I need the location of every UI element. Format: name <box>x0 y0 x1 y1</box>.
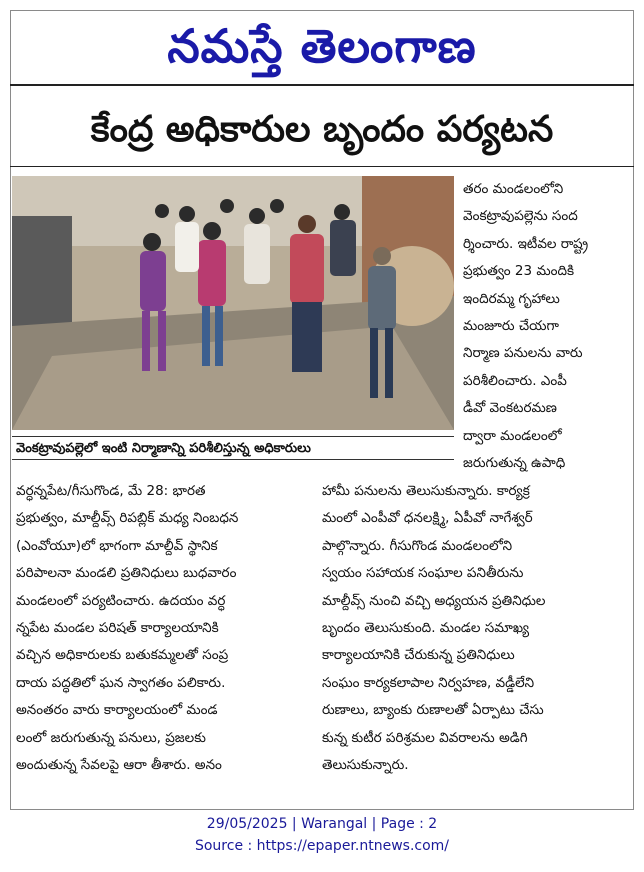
text-line: ఇందిరమ్మ గృహాలు <box>463 290 560 307</box>
text-line: వచ్చిన అధికారులకు బతుకమ్మలతో సంప్ర <box>16 647 229 664</box>
text-line: లంలో జరుగుతున్న పనులు, ప్రజలకు <box>16 729 206 746</box>
text-line: పాల్గొన్నారు. గీసుగొండ మండలంలోని <box>322 537 513 554</box>
text-line: వెంకట్రావుపల్లెను సంద <box>463 208 578 225</box>
text-line: రుణాలు, బ్యాంకు రుణాలతో ఏర్పాటు చేసు <box>322 702 544 719</box>
text-line: మంజూరు చేయగా <box>463 318 559 335</box>
text-line: ర్శించారు. ఇటీవల రాష్ట్ర <box>463 235 589 252</box>
footer-source: Source : https://epaper.ntnews.com/ <box>194 838 450 854</box>
headline-rule <box>10 166 634 167</box>
text-line: అందుతున్న సేవలపై ఆరా తీశారు. అనం <box>16 757 222 774</box>
text-line: స్వయం సహాయక సంఘాల పనితీరును <box>322 565 524 582</box>
text-line: (ఎంవోయూ)లో భాగంగా మాల్దీవ్ స్థానిక <box>16 537 218 554</box>
text-line: దాయ పద్ధతిలో ఘన స్వాగతం పలికారు. <box>16 674 226 691</box>
text-line: హామీ పనులను తెలుసుకున్నారు. కార్యక్ర <box>322 483 530 499</box>
text-line: ద్వారా మండలంలో <box>463 427 562 444</box>
text-line: తెలుసుకున్నారు. <box>322 757 409 774</box>
text-line: మండలంలో పర్యటించారు. ఉదయం వర్ధ <box>16 592 226 609</box>
text-line: అనంతరం వారు కార్యాలయంలో మండ <box>16 702 218 719</box>
newspaper-masthead: నమస్తే తెలంగాణ <box>167 19 477 73</box>
text-line: బృందం తెలుసుకుంది. మండల సమాఖ్య <box>322 620 530 637</box>
text-line: తరం మండలంలోని <box>463 181 564 197</box>
text-line: ప్రభుత్వం 23 మందికి <box>463 263 575 280</box>
text-line: మంలో ఎంపీవో ధనలక్ష్మి, ఏపీవో నాగేశ్వర్ <box>322 510 533 527</box>
masthead-rule <box>10 84 634 86</box>
text-line: నిర్మాణ పనులను వారు <box>463 345 583 362</box>
article-headline: కేంద్ర అధికారుల బృందం పర్యటన <box>90 109 554 150</box>
text-line: పరిశీలించారు. ఎంపీ <box>463 372 567 389</box>
text-line: వర్ధన్నపేట/గీసుగొండ, మే 28: భారత <box>16 483 206 499</box>
text-line: ప్రభుత్వం, మాల్దీవ్స్ రిపబ్లిక్ మధ్య నింబధన <box>16 510 239 527</box>
text-line: కున్న కుటీర పరిశ్రమల వివరాలను అడిగి <box>322 729 528 746</box>
text-line: డీవో వెంకటరమణ <box>463 400 557 417</box>
text-line: కార్యాలయానికి చేరుకున్న ప్రతినిధులు <box>322 647 515 664</box>
text-line: న్నపేట మండల పరిషత్ కార్యాలయానికి <box>16 620 219 637</box>
text-line: పరిపాలనా మండలి ప్రతినిధులు బుధవారం <box>16 565 237 582</box>
right-column <box>463 176 631 477</box>
middle-column <box>322 478 632 779</box>
text-line: జరుగుతున్న ఉపాధి <box>463 455 566 472</box>
news-photo <box>12 176 454 430</box>
footer-dateline: 29/05/2025 | Warangal | Page : 2 <box>206 816 438 832</box>
text-line: సంఘం కార్యకలాపాల నిర్వహణ, వడ్డీలేని <box>322 674 535 691</box>
text-line: మాల్దీవ్స్ నుంచి వచ్చి అధ్యయన ప్రతినిధుల <box>322 592 546 609</box>
left-column <box>16 478 308 779</box>
photo-caption: వెంకట్రావుపల్లెలో ఇంటి నిర్మాణాన్ని పరిశీలిస్తున్న అధికారులు <box>12 436 454 460</box>
